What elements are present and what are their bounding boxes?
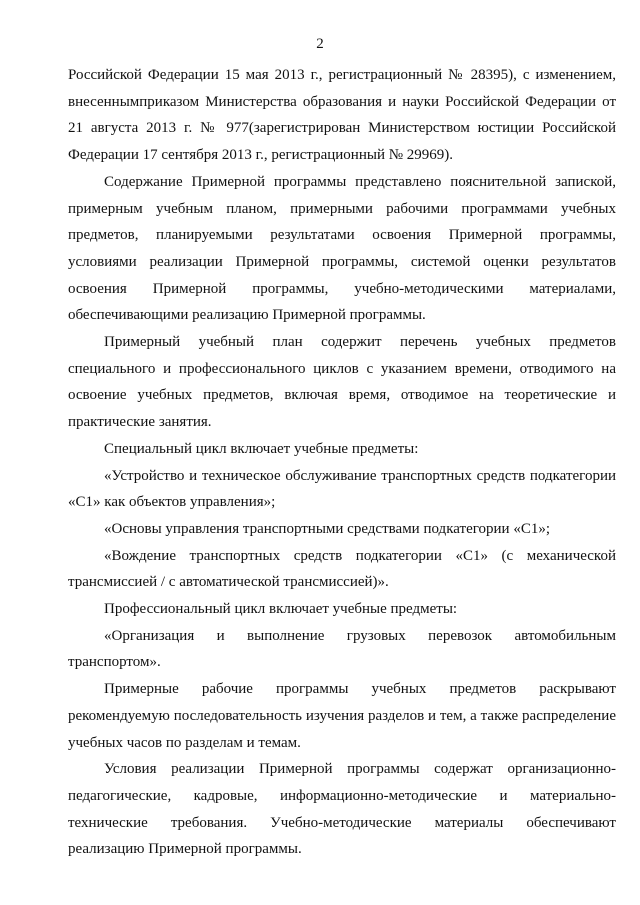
paragraph-curriculum: Примерный учебный план содержит перечень учебных предметов специального и профессионального циклов с указанием времени, отводимого на освоение учебных предметов, включая время, отводимое на теоретические и практические занятия. bbox=[68, 334, 616, 431]
paragraph-professional-cycle: Профессиональный цикл включает учебные предметы: bbox=[104, 601, 458, 618]
paragraph-implementation: Условия реализации Примерной программы содержат организационно-педагогические, кадровые, информационно-методические и материально-технические требования. Учебно-методические материалы обеспечивают реализацию Примерной программы. bbox=[68, 761, 616, 858]
paragraph-work-programs: Примерные рабочие программы учебных предметов раскрывают рекомендуемую последовательность изучения разделов и тем, а также распределение учебных часов по разделам и темам. bbox=[68, 681, 616, 751]
page-number: 2 bbox=[316, 36, 324, 52]
paragraph-subject-driving: «Вождение транспортных средств подкатегории «С1» (с механической трансмиссией / с автоматической трансмиссией)». bbox=[68, 547, 616, 591]
paragraph-subject-control: «Основы управления транспортными средствами подкатегории «С1»; bbox=[104, 520, 550, 537]
paragraph-registration: Российской Федерации 15 мая 2013 г., регистрационный № 28395), с изменением, внесеннымприказом Министерства образования и науки Российской Федерации от 21 августа 2013 г. № 977(зарегистрирован Министерством юстиции Российской Федерации 17 сентября 2013 г., регистрационный № 29969). bbox=[68, 67, 616, 164]
paragraph-program-content: Содержание Примерной программы представлено пояснительной запиской, примерным учебным планом, примерными рабочими программами учебных предметов, планируемыми результатами освоения Примерной программы, условиями реализации Примерной программы, системой оценки результатов освоения Примерной программы, учебно-методическими материалами, обеспечивающими реализацию Примерной программы. bbox=[68, 173, 616, 324]
paragraph-special-cycle: Специальный цикл включает учебные предметы: bbox=[104, 440, 419, 457]
paragraph-subject-freight: «Организация и выполнение грузовых перевозок автомобильным транспортом». bbox=[68, 627, 616, 671]
paragraph-subject-device: «Устройство и техническое обслуживание транспортных средств подкатегории «С1» как объектов управления»; bbox=[68, 467, 616, 511]
document-body bbox=[68, 62, 616, 863]
